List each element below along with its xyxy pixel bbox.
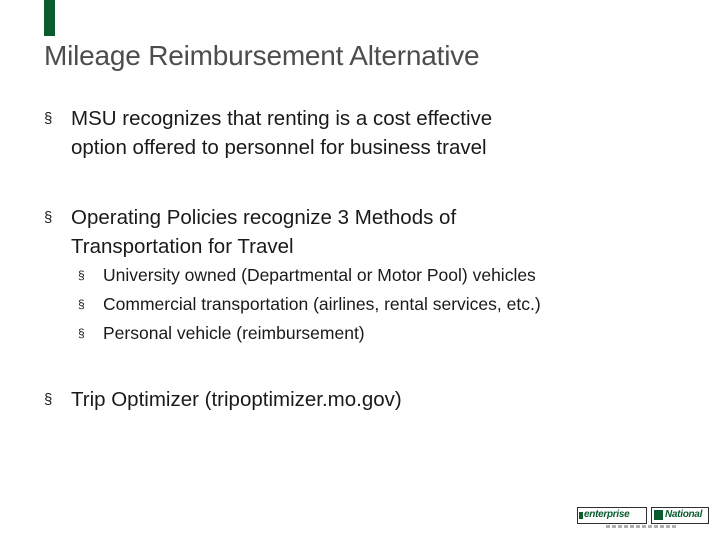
sub-bullet-text: Commercial transportation (airlines, rental services, etc.) [103,294,541,314]
bullet-text-line: option offered to personnel for business travel [71,136,487,159]
bullet-text-line: MSU recognizes that renting is a cost effective [71,107,493,130]
bullet-icon: § [78,326,85,340]
bullet-text-line: Transportation for Travel [71,235,294,258]
bullet-list [44,104,674,414]
bullet-item [44,385,674,414]
bullet-icon: § [78,268,85,282]
enterprise-logo-text: enterprise [584,509,630,520]
bullet-icon: § [44,110,53,127]
sub-bullet-item [44,319,674,348]
sub-bullet-text: University owned (Departmental or Motor Pool) vehicles [103,265,536,285]
bullet-text-line: Trip Optimizer (tripoptimizer.mo.gov) [71,388,402,411]
national-logo-text: National [665,509,703,520]
national-logo [651,507,709,524]
bullet-icon: § [78,297,85,311]
accent-bar [44,0,55,36]
sub-bullet-item [44,290,674,319]
national-flag-icon [654,510,663,520]
bullet-icon: § [44,209,53,226]
bullet-item [44,203,674,261]
enterprise-logo [577,507,647,524]
sub-bullet-text: Personal vehicle (reimbursement) [103,323,365,343]
enterprise-logo-mark [579,512,583,519]
slide-title: Mileage Reimbursement Alternative [44,40,480,71]
bullet-item [44,104,674,162]
sub-bullet-item [44,261,674,290]
bullet-text-line: Operating Policies recognize 3 Methods of [71,206,457,229]
bullet-icon: § [44,391,53,408]
logo-fineprint [606,525,676,528]
